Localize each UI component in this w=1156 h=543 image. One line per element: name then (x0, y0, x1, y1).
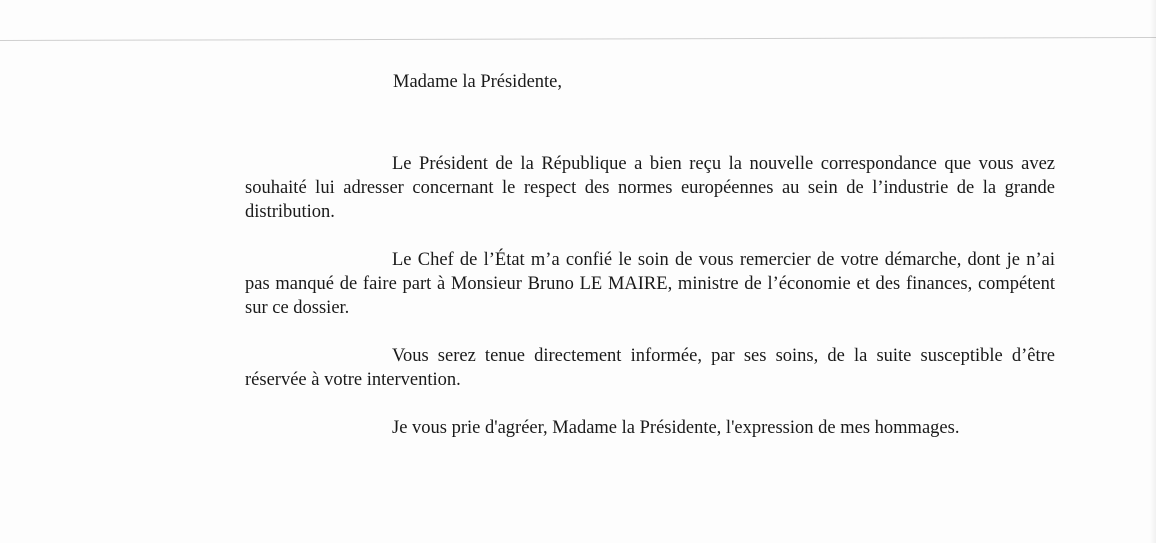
paper-fold-line (0, 37, 1156, 41)
paragraph-closing: Je vous prie d'agréer, Madame la Présidente, l'expression de mes hommages. (392, 418, 960, 438)
paper-edge-shadow (1150, 0, 1156, 543)
paragraph-acknowledgement: Le Président de la République a bien reçu la nouvelle correspondance que vous avez souhaité lui adresser concernant le respect des normes européennes au sein de l’industrie de la grande distribution. (245, 154, 1055, 222)
letter-body (245, 70, 1055, 440)
paragraph-follow-up: Vous serez tenue directement informée, par ses soins, de la suite susceptible d’être réservée à votre intervention. (245, 346, 1055, 390)
paragraph-thanks: Le Chef de l’État m’a confié le soin de vous remercier de votre démarche, dont je n’ai pas manqué de faire part à Monsieur Bruno LE MAIRE, ministre de l’économie et des finances, compétent sur ce dossier. (245, 250, 1055, 318)
salutation: Madame la Présidente, (393, 72, 563, 92)
